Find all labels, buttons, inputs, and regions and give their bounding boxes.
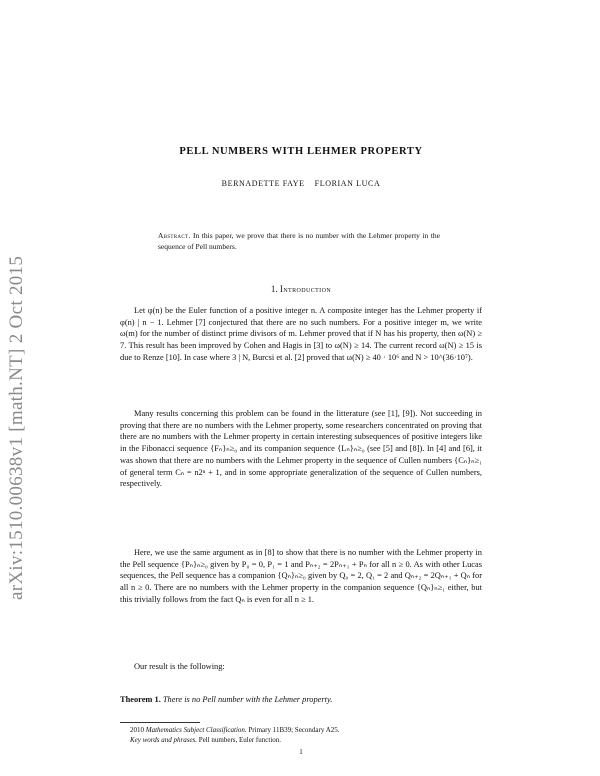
msc-label: Mathematics Subject Classification.	[145, 726, 247, 734]
keywords-footnote	[120, 736, 482, 746]
keywords-text: Pell numbers, Euler function.	[198, 735, 282, 744]
section-name: Introduction	[279, 284, 332, 294]
keywords-label: Key words and phrases.	[130, 735, 198, 744]
arxiv-identifier-stamp: arXiv:1510.00638v1 [math.NT] 2 Oct 2015	[6, 255, 27, 600]
footnote-divider	[120, 722, 200, 723]
paragraph: Many results concerning this problem can be found in the litterature (see [1], [9]). Not succeeding in proving that there are no numbers with the Lehmer property, some researchers concentrated on proving that there are no numbers with the Lehmer property in certain interesting subsequences of positive integers like in the Fibonacci sequence {Fₙ}ₙ≥₀ and its companion sequence {Lₙ}ₙ≥₀ (see [5] and [8]). In [4] and [6], it was shown that there are no numbers with the Lehmer property in the sequence of Cullen numbers {Cₙ}ₙ≥₁ of general term Cₙ = n2ⁿ + 1, and in some appropriate generalization of the sequence of Cullen numbers, respectively.	[120, 409, 482, 489]
abstract	[158, 230, 440, 252]
paragraph: Our result is the following:	[134, 662, 225, 671]
theorem-statement: There is no Pell number with the Lehmer property.	[162, 695, 333, 704]
paper-title: PELL NUMBERS WITH LEHMER PROPERTY	[179, 146, 423, 157]
abstract-label: Abstract.	[158, 231, 191, 240]
abstract-text: In this paper, we prove that there is no number with the Lehmer property in the sequence of Pell numbers.	[158, 231, 440, 251]
author-name: FLORIAN LUCA	[314, 179, 381, 188]
paragraph: Let φ(n) be the Euler function of a positive integer n. A composite integer has the Lehmer property if φ(n) | n − 1. Lehmer [7] conjectured that there are no such numbers. For a positive integer m, we write ω(m) for the number of distinct prime divisors of m. Lehmer proved that if N has his property, then ω(N) ≥ 7. This result has been improved by Cohen and Hagis in [3] to ω(N) ≥ 14. The current record ω(N) ≥ 15 is due to Renze [10]. In case where 3 | N, Burcsi et al. [2] proved that ω(N) ≥ 40 · 10⁶ and N > 10^(36·10⁷).	[120, 306, 482, 362]
msc-footnote	[120, 726, 482, 736]
footnotes	[120, 726, 482, 745]
author-list	[120, 179, 482, 188]
page-number: 1	[299, 748, 303, 756]
author-name: BERNADETTE FAYE	[221, 179, 305, 188]
msc-year: 2010	[130, 726, 144, 734]
section-heading	[120, 284, 482, 294]
section-number: 1.	[270, 284, 278, 294]
paragraph: Here, we use the same argument as in [8] to show that there is no number with the Lehmer property in the Pell sequence {Pₙ}ₙ≥₀ given by P₀ = 0, P₁ = 1 and Pₙ₊₂ = 2Pₙ₊₁ + Pₙ for all n ≥ 0. As with other Lucas sequences, the Pell sequence has a companion {Qₙ}ₙ≥₀ given by Q₀ = 2, Q₁ = 2 and Qₙ₊₂ = 2Qₙ₊₁ + Qₙ for all n ≥ 0. There are no numbers with the Lehmer property in the companion sequence {Qₙ}ₙ≥₁ either, but this trivially follows from the fact Qₙ is even for all n ≥ 1.	[120, 548, 482, 604]
theorem-label: Theorem 1.	[120, 695, 161, 704]
msc-codes: Primary 11B39; Secondary A25.	[248, 726, 340, 734]
theorem	[120, 694, 482, 706]
